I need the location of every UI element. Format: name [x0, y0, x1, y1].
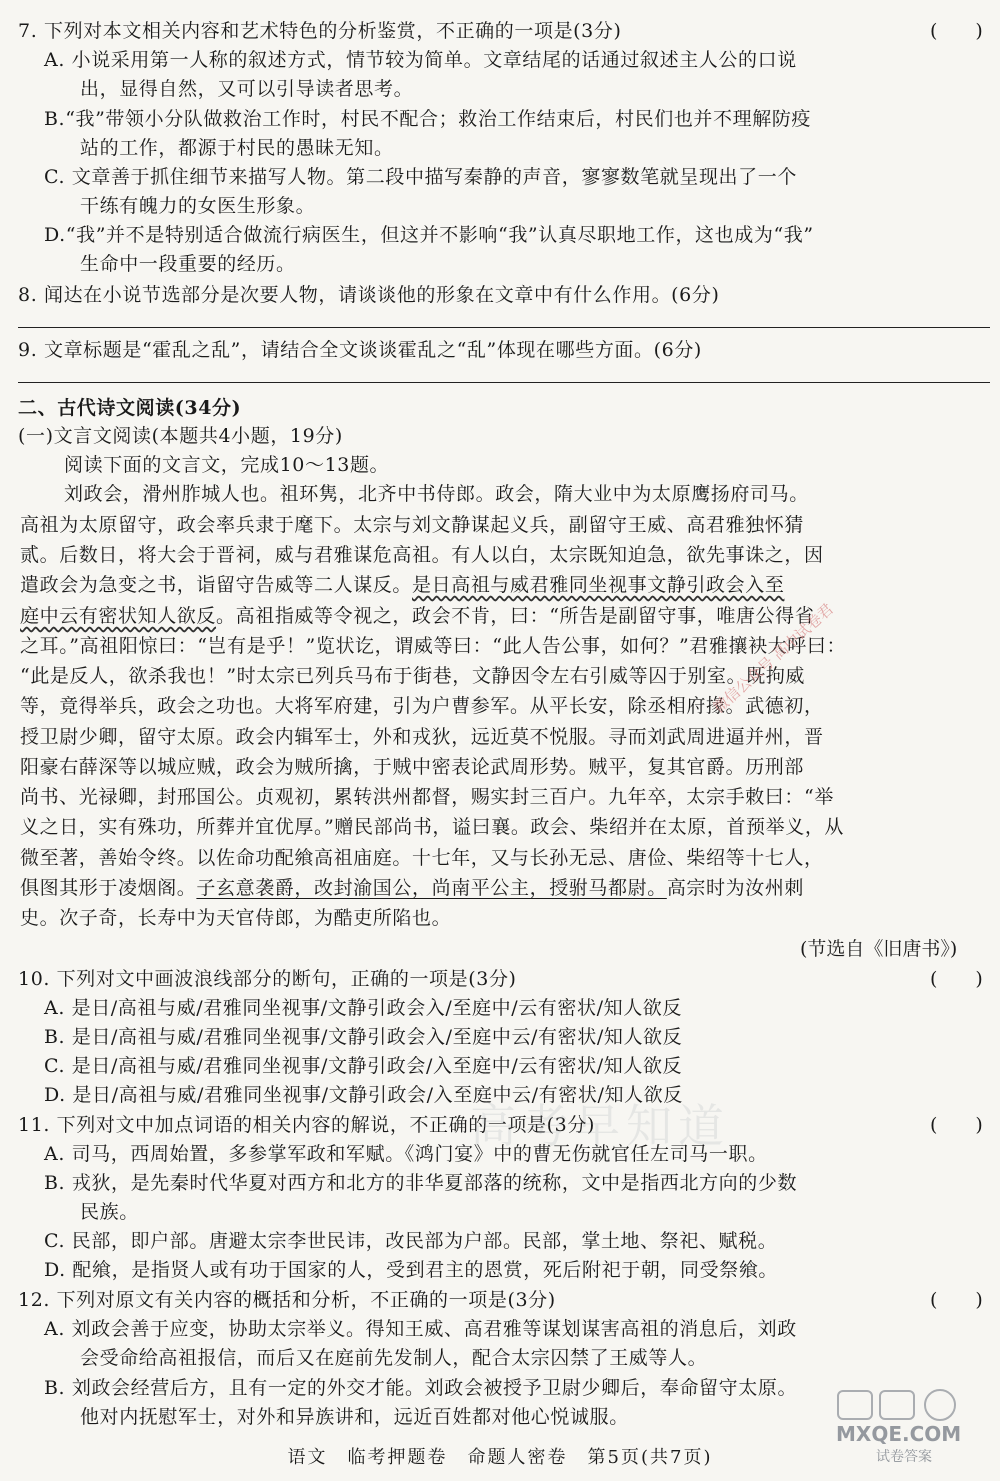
q10-option-c: C. 是日/高祖与威/君雅同坐视事/文静引政会/入至庭中/云有密状/知人欲反 [44, 1055, 683, 1077]
q12-option-b-cont: 他对内抚慰军士，对外和异族讲和，远近百姓都对他心悦诚服。 [80, 1406, 629, 1428]
q7-answer-paren: ( ) [930, 20, 983, 42]
answer-line [18, 327, 990, 328]
logo-tag-text: 试卷答案 [876, 1449, 932, 1465]
passage-line: 刘政会，滑州胙城人也。祖环隽，北齐中书侍郎。政会，隋大业中为太原鹰扬府司马。 [64, 483, 809, 505]
section-heading: 二、古代诗文阅读(34分) [18, 397, 242, 419]
passage-line: 尚书、光禄卿，封邢国公。贞观初，累转洪州都督，赐实封三百户。九年卒，太宗手敕曰：“举 [20, 786, 834, 808]
q9-stem: 9. 文章标题是“霍乱之乱”，请结合全文谈谈霍乱之“乱”体现在哪些方面。(6分) [18, 339, 702, 361]
passage-line: 史。次子奇，长寿中为天官侍郎，为酷吏所陷也。 [20, 907, 452, 929]
q11-answer-paren: ( ) [930, 1114, 983, 1136]
passage-text: 遣政会为急变之书，诣留守告威等二人谋反。 [20, 574, 413, 596]
wavy-underlined-text: 庭中云有密状知人欲反 [20, 605, 217, 627]
red-stamp-watermark: 微信公众号 高中试卷君 [709, 599, 837, 717]
q11-option-b-cont: 民族。 [80, 1201, 139, 1223]
q11-option-a: A. 司马，西周始置，多参掌军政和军赋。《鸿门宴》中的曹无伤就官任左司马一职。 [44, 1143, 768, 1165]
q7-option-a-cont: 出，显得自然，又可以引导读者思考。 [80, 78, 414, 100]
passage-line [20, 603, 814, 629]
passage-line [20, 875, 804, 901]
wavy-underlined-text: 是日高祖与威君雅同坐视事文静引政会入至 [412, 574, 785, 596]
passage-text: 之耳。” [20, 635, 80, 657]
passage-text: 高宗时为汝州刺 [666, 877, 805, 899]
q7-option-a: A. 小说采用第一人称的叙述方式，情节较为简单。文章结尾的话通过叙述主人公的口说 [44, 49, 797, 71]
reading-instruction: 阅读下面的文言文，完成10～13题。 [64, 454, 390, 476]
answer-line [18, 382, 990, 383]
passage-line: 授卫尉少卿，留守太原。政会内辑军士，外和戎狄，远近莫不悦服。寻而刘武周进逼并州，晋 [20, 726, 824, 748]
q12-option-a-cont: 会受命给高祖报信，而后又在庭前先发制人，配合太宗囚禁了王威等人。 [80, 1347, 708, 1369]
q10-option-b: B. 是日/高祖与威/君雅同坐视事/文静引政会入/至庭中云/有密状/知人欲反 [44, 1026, 683, 1048]
q12-stem: 12. 下列对原文有关内容的概括和分析，不正确的一项是(3分) [18, 1289, 556, 1311]
page-footer: 语文 临考押题卷 命题人密卷 第5页(共7页) [287, 1447, 713, 1468]
passage-line [20, 572, 784, 598]
q11-stem: 11. 下列对文中加点词语的相关内容的解说，不正确的一项是(3分) [18, 1114, 595, 1136]
passage-line [20, 633, 846, 659]
q7-option-b-cont: 站的工作，都源于村民的愚昧无知。 [80, 137, 394, 159]
q7-stem: 7. 下列对本文相关内容和艺术特色的分析鉴赏，不正确的一项是(3分) [18, 20, 622, 42]
q10-answer-paren: ( ) [930, 968, 983, 990]
q7-option-d: D.“我”并不是特别适合做流行病医生，但这并不影响“我”认真尽职地工作，这也成为“我” [44, 224, 814, 246]
q11-option-b: B. 戎狄，是先秦时代华夏对西方和北方的非华夏部落的统称，文中是指西北方向的少数 [44, 1172, 798, 1194]
passage-text: 俱图其形于凌烟阁。 [20, 877, 197, 899]
q12-answer-paren: ( ) [930, 1289, 983, 1311]
q8-stem: 8. 闻达在小说节选部分是次要人物，请谈谈他的形象在文章中有什么作用。(6分) [18, 284, 720, 306]
passage-line: 贰。后数日，将大会于晋祠，威与君雅谋危高祖。有人以白，太宗既知迫急，欲先事诛之，因 [20, 544, 824, 566]
underlined-text: 子玄意袭爵，改封渝国公，尚南平公主，授驸马都尉。 [196, 877, 667, 899]
passage-text: 高祖阳惊曰：“岂有是乎！”览状讫，谓威等曰：“此人告公事，如何？”君雅攘袂大呼曰： [79, 635, 847, 657]
q10-option-a: A. 是日/高祖与威/君雅同坐视事/文静引政会入/至庭中/云有密状/知人欲反 [44, 997, 683, 1019]
q7-option-d-cont: 生命中一段重要的经历。 [80, 253, 296, 275]
q10-option-d: D. 是日/高祖与威/君雅同坐视事/文静引政会/入至庭中云/有密状/知人欲反 [44, 1084, 683, 1106]
q11-option-c: C. 民部，即户部。唐避太宗李世民讳，改民部为户部。民部，掌土地、祭祀、赋税。 [44, 1230, 778, 1252]
passage-line: “此是反人，欲杀我也！”时太宗已列兵马布于街巷，文静因令左右引威等囚于别室。既拘威 [20, 665, 806, 687]
passage-text: 。高祖指威等令视之，政会不肯，曰：“所告是副留守事，唯唐公得省 [216, 605, 815, 627]
q10-stem: 10. 下列对文中画波浪线部分的断句，正确的一项是(3分) [18, 968, 517, 990]
passage-line: 微至著，善始令终。以佐命功配飨高祖庙庭。十七年，又与长孙无忌、唐俭、柴绍等十七人， [20, 847, 824, 869]
logo-sub-text: MXQE.COM [836, 1422, 962, 1446]
q12-option-b: B. 刘政会经营后方，且有一定的外交才能。刘政会被授予卫尉少卿后，奉命留守太原。 [44, 1377, 798, 1399]
passage-line: 义之日，实有殊功，所葬并宜优厚。”赠民部尚书，谥曰襄。政会、柴绍并在太原，首预举义，从 [20, 816, 845, 838]
q11-option-d: D. 配飨，是指贤人或有功于国家的人，受到君主的恩赏，死后附祀于朝，同受祭飨。 [44, 1259, 779, 1281]
passage-line: 阳豪右薛深等以城应贼，政会为贼所擒，于贼中密表论武周形势。贼平，复其官爵。历刑部 [20, 756, 805, 778]
q7-option-c-cont: 干练有魄力的女医生形象。 [80, 195, 316, 217]
q7-option-c: C. 文章善于抓住细节来描写人物。第二段中描写秦静的声音，寥寥数笔就呈现出了一个 [44, 166, 797, 188]
subsection-heading: (一)文言文阅读(本题共4小题，19分) [18, 425, 343, 447]
q7-option-b: B.“我”带领小分队做救治工作时，村民不配合；救治工作结束后，村民们也并不理解防疫 [44, 108, 812, 130]
faint-watermark: 高考早知道 [470, 1099, 730, 1153]
passage-line: 等，竟得举兵，政会之功也。大将军府建，引为户曹参军。从平长安，除丞相府掾。武德初， [20, 695, 824, 717]
passage-line: 高祖为太原留守，政会率兵隶于麾下。太宗与刘文静谋起义兵，副留守王威、高君雅独怀猜 [20, 514, 805, 536]
source-citation: (节选自《旧唐书》) [800, 938, 958, 960]
q12-option-a: A. 刘政会善于应变，协助太宗举义。得知王威、高君雅等谋划谋害高祖的消息后，刘政 [44, 1318, 797, 1340]
site-logo [818, 1385, 983, 1465]
